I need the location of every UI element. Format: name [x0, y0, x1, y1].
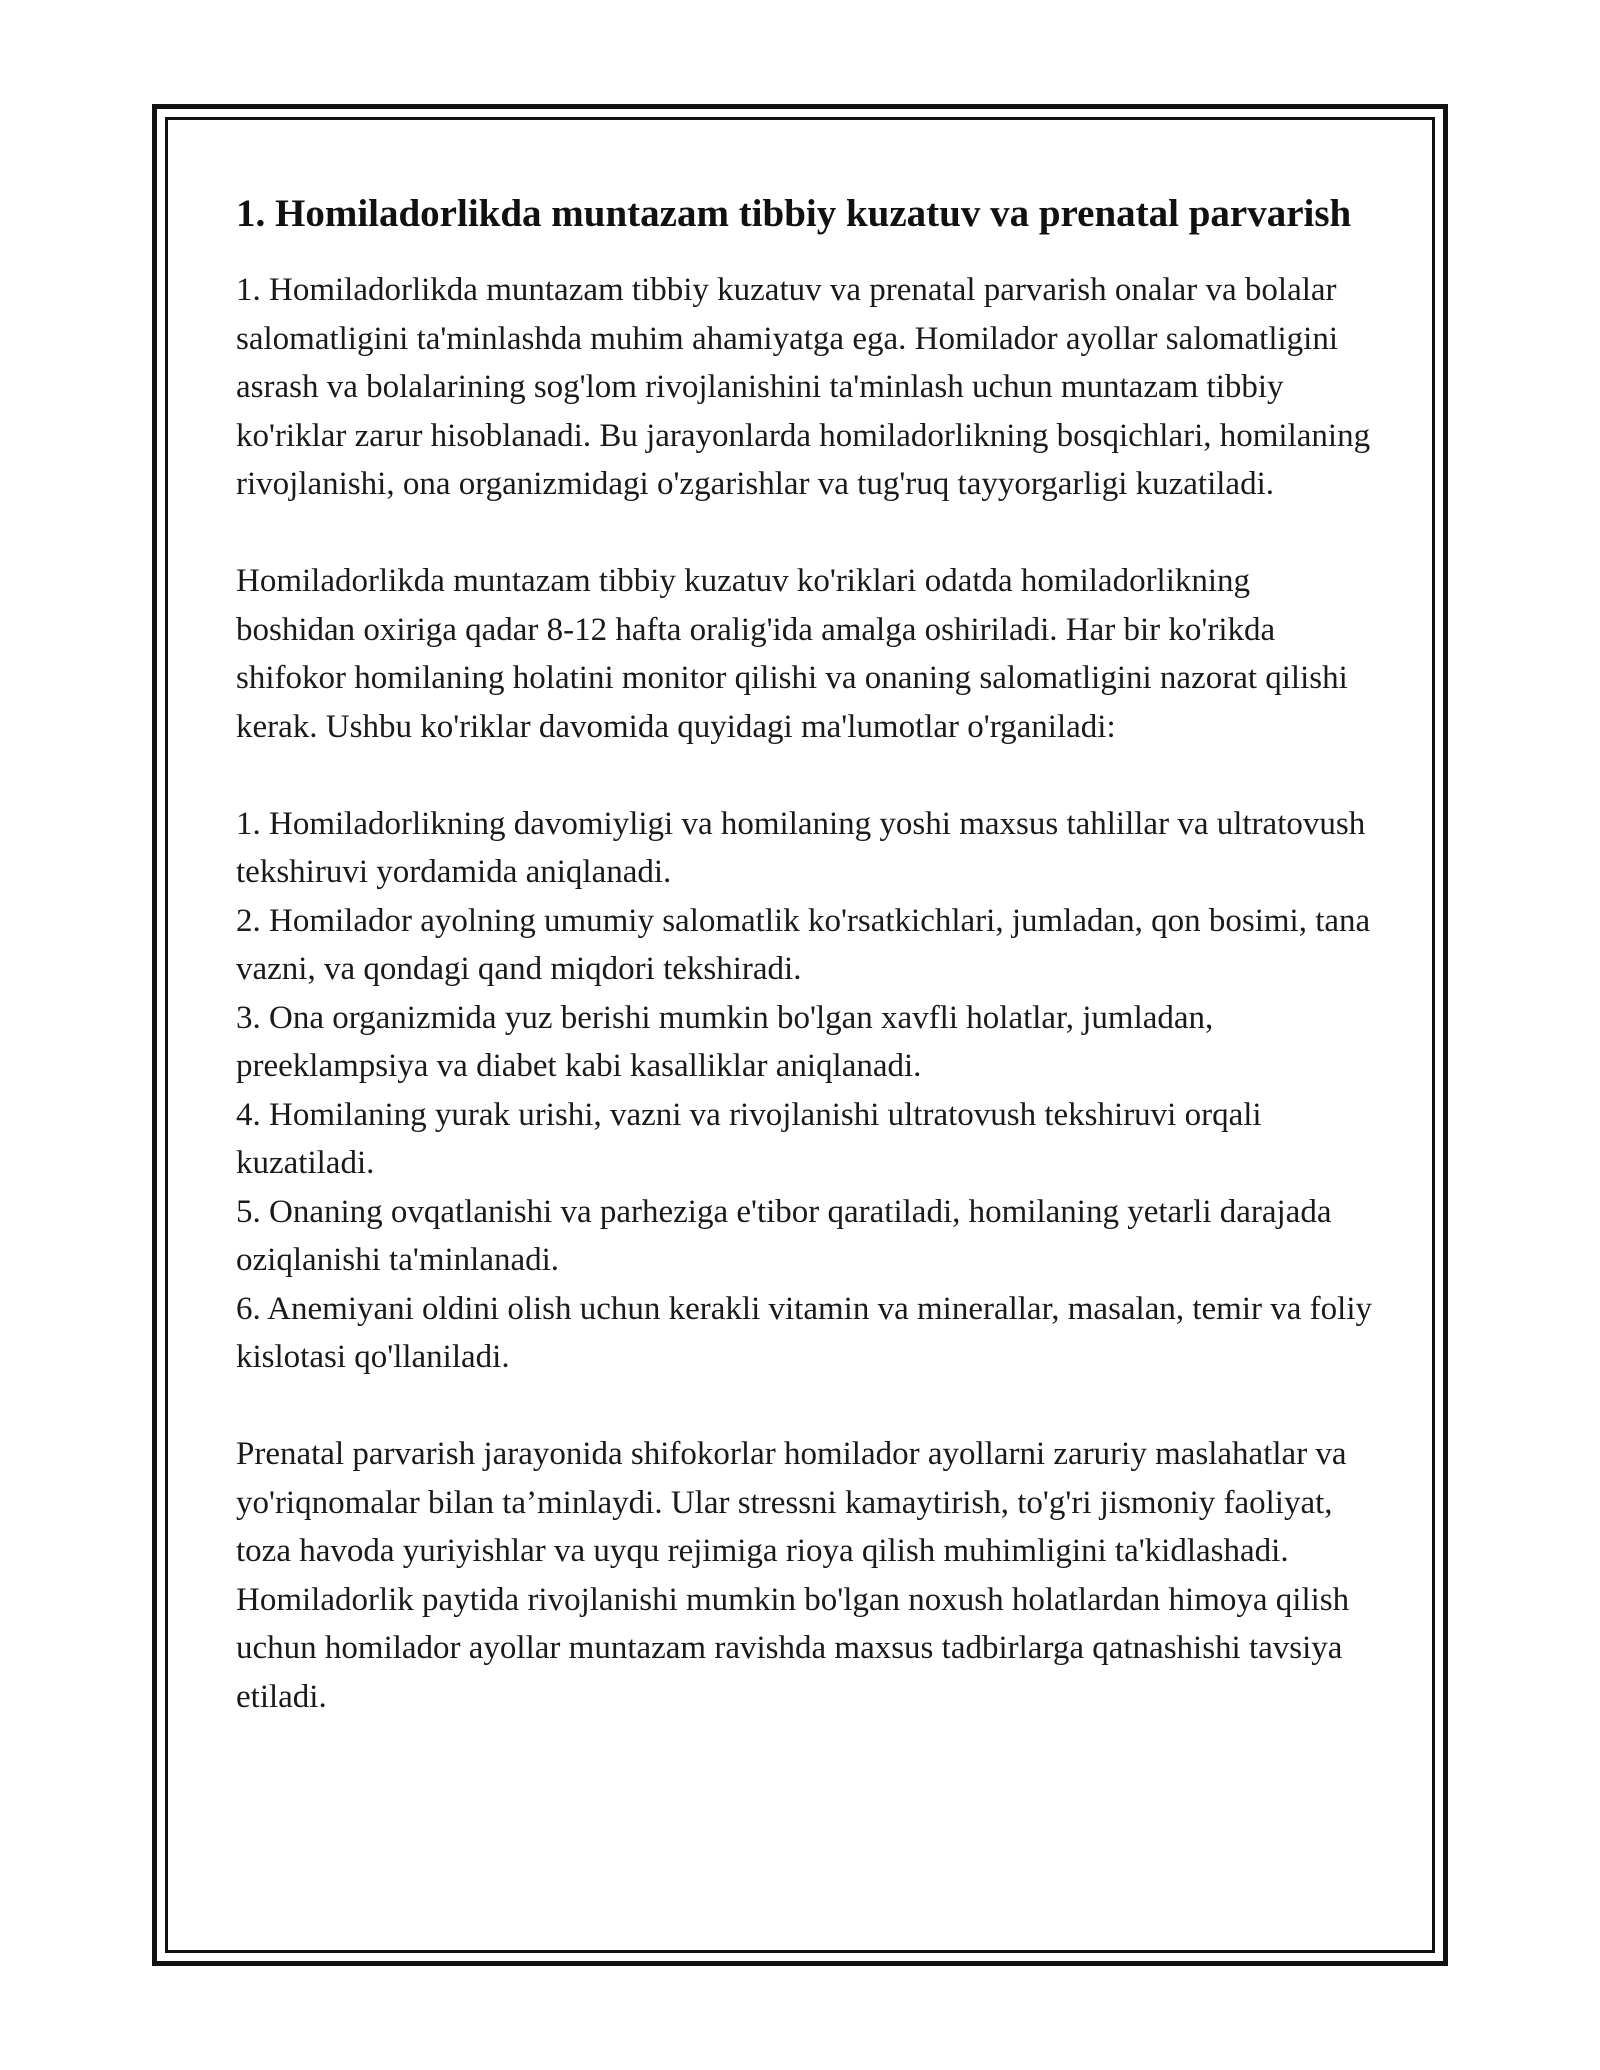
intro-paragraph: 1. Homiladorlikda muntazam tibbiy kuzatuv va prenatal parvarish onalar va bolalar salomatligini ta'minlashda muhim ahamiyatga ega. Homilador ayollar salomatligini asrash va bolalarining sog'lom rivojlanishini ta'minlash uchun muntazam tibbiy ko'riklar zarur hisoblanadi. Bu jarayonlarda homiladorlikning bosqichlari, homilaning rivojlanishi, ona organizmidagi o'zgarishlar va tug'ruq tayyorgarligi kuzatiladi.	[236, 272, 1371, 502]
numbered-list	[236, 800, 1376, 1382]
paragraph-gap	[236, 751, 1376, 800]
list-item: 1. Homiladorlikning davomiyligi va homilaning yoshi maxsus tahlillar va ultratovush tekshiruvi yordamida aniqlanadi.	[236, 805, 1366, 890]
checkup-paragraph: Homiladorlikda muntazam tibbiy kuzatuv ko'riklari odatda homiladorlikning boshidan oxiriga qadar 8-12 hafta oralig'ida amalga oshiriladi. Har bir ko'rikda shifokor homilaning holatini monitor qilishi va onaning salomatligini nazorat qilishi kerak. Ushbu ko'riklar davomida quyidagi ma'lumotlar o'rganiladi:	[236, 563, 1348, 745]
list-item: 3. Ona organizmida yuz berishi mumkin bo'lgan xavfli holatlar, jumladan, preeklampsiya va diabet kabi kasalliklar aniqlanadi.	[236, 999, 1214, 1084]
list-item: 4. Homilaning yurak urishi, vazni va rivojlanishi ultratovush tekshiruvi orqali kuzatiladi.	[236, 1096, 1262, 1181]
paragraph-gap	[236, 1382, 1376, 1431]
list-item: 2. Homilador ayolning umumiy salomatlik ko'rsatkichlari, jumladan, qon bosimi, tana vazni, va qondagi qand miqdori tekshiradi.	[236, 902, 1371, 987]
document-body	[236, 186, 1376, 1721]
list-item: 5. Onaning ovqatlanishi va parheziga e'tibor qaratiladi, homilaning yetarli darajada oziqlanishi ta'minlanadi.	[236, 1193, 1332, 1278]
section-heading: 1. Homiladorlikda muntazam tibbiy kuzatuv va prenatal parvarish	[236, 192, 1352, 235]
paragraph-gap	[236, 509, 1376, 558]
closing-paragraph: Prenatal parvarish jarayonida shifokorlar homilador ayollarni zaruriy maslahatlar va yo'riqnomalar bilan ta’minlaydi. Ular stressni kamaytirish, to'g'ri jismoniy faoliyat, toza havoda yuriyishlar va uyqu rejimiga rioya qilish muhimligini ta'kidlashadi. Homiladorlik paytida rivojlanishi mumkin bo'lgan noxush holatlardan himoya qilish uchun homilador ayollar muntazam ravishda maxsus tadbirlarga qatnashishi tavsiya etiladi.	[236, 1436, 1350, 1715]
list-item: 6. Anemiyani oldini olish uchun kerakli vitamin va minerallar, masalan, temir va foliy kislotasi qo'llaniladi.	[236, 1290, 1372, 1375]
